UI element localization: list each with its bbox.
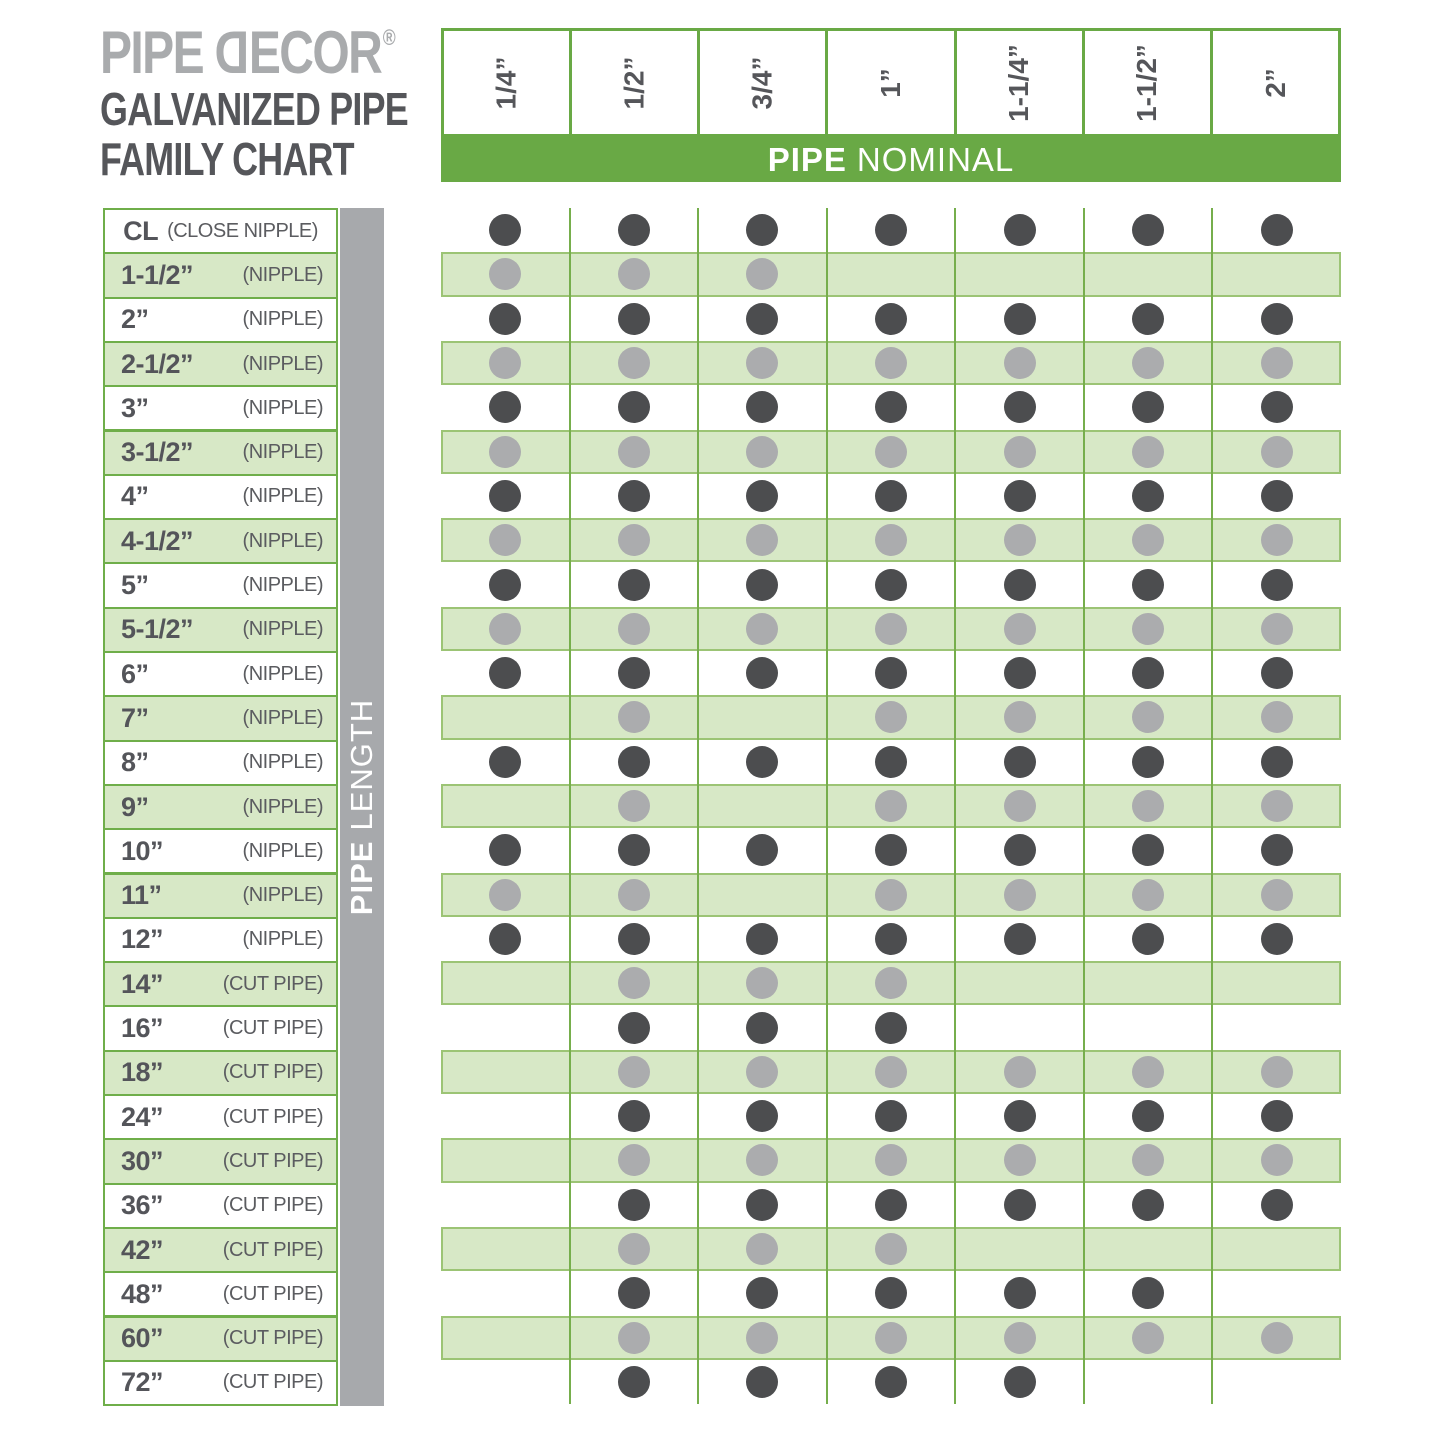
availability-dot (1004, 701, 1036, 733)
availability-dot (1004, 391, 1036, 423)
availability-dot (1004, 1056, 1036, 1088)
row-label-type: (CUT PIPE) (222, 1371, 323, 1394)
column-header-cell (697, 28, 828, 137)
row-label-size: 2-1/2” (121, 348, 194, 379)
availability-dot (489, 436, 521, 468)
availability-dot (875, 436, 907, 468)
row-label (103, 784, 338, 830)
availability-dot (618, 569, 650, 601)
column-header-label: 1/4” (490, 56, 522, 109)
availability-dot (1004, 480, 1036, 512)
row-label-size: 11” (121, 880, 162, 911)
row-label-size: 3” (121, 392, 149, 423)
availability-dot (746, 1189, 778, 1221)
row-label (103, 385, 338, 431)
availability-dot (746, 303, 778, 335)
availability-dot (618, 746, 650, 778)
availability-dot (875, 1233, 907, 1265)
pipe-length-bar (340, 208, 384, 1406)
availability-dot (1261, 303, 1293, 335)
availability-dot (489, 879, 521, 911)
availability-dot (875, 967, 907, 999)
availability-dot (875, 391, 907, 423)
availability-dot (618, 436, 650, 468)
availability-dot (746, 214, 778, 246)
availability-dot (618, 524, 650, 556)
logo-text-pipe: PIPE (100, 19, 203, 86)
availability-dot (1132, 834, 1164, 866)
registered-mark-icon: ® (382, 25, 396, 50)
row-label (103, 917, 338, 963)
row-label (103, 1360, 338, 1406)
row-label-size: 5-1/2” (121, 614, 194, 645)
availability-dot (746, 1366, 778, 1398)
column-header-label: 1/2” (618, 56, 650, 109)
availability-dot (489, 923, 521, 955)
row-label (103, 562, 338, 608)
row-label-size: 72” (121, 1367, 164, 1398)
column-divider-line (954, 208, 956, 1404)
availability-dot (618, 391, 650, 423)
row-label (103, 208, 338, 254)
row-label-size: 3-1/2” (121, 437, 194, 468)
row-label-size: 14” (121, 968, 164, 999)
availability-dot (489, 834, 521, 866)
availability-dot (1261, 480, 1293, 512)
availability-dot (1132, 391, 1164, 423)
availability-dot (875, 1012, 907, 1044)
row-label-size: 60” (121, 1323, 164, 1354)
row-label-type: (NIPPLE) (242, 441, 323, 464)
availability-dot (489, 569, 521, 601)
availability-dot (1004, 303, 1036, 335)
availability-dot (1261, 391, 1293, 423)
row-label (103, 607, 338, 653)
availability-dot (1132, 303, 1164, 335)
row-label-type: (CUT PIPE) (222, 1327, 323, 1350)
availability-dot (1004, 569, 1036, 601)
availability-dot (1132, 1056, 1164, 1088)
availability-dot (1132, 1277, 1164, 1309)
availability-dot (1132, 480, 1164, 512)
pipe-length-bar-label (344, 699, 380, 915)
availability-dot (618, 967, 650, 999)
logo-letter-d-mirrored: D (215, 19, 249, 86)
column-header-label: 1-1/4” (1003, 43, 1035, 122)
row-label (103, 518, 338, 564)
row-label-size: 8” (121, 747, 149, 778)
availability-dot (1261, 1100, 1293, 1132)
column-divider-line (826, 208, 828, 1404)
availability-dot (1004, 214, 1036, 246)
availability-dot (1004, 1322, 1036, 1354)
row-label-type: (CUT PIPE) (222, 1017, 323, 1040)
row-label (103, 297, 338, 343)
row-label-type: (NIPPLE) (242, 839, 323, 862)
availability-dot (489, 657, 521, 689)
column-divider-line (1083, 208, 1085, 1404)
green-row-band (441, 252, 1341, 296)
availability-dot (618, 923, 650, 955)
row-label-size: 6” (121, 658, 149, 689)
row-label-type: (NIPPLE) (242, 396, 323, 419)
row-label-type: (NIPPLE) (242, 662, 323, 685)
availability-dot (618, 1322, 650, 1354)
column-header-cell (569, 28, 700, 137)
availability-dot (875, 480, 907, 512)
pipe-nominal-band-rest: NOMINAL (856, 140, 1015, 178)
availability-dot (1261, 569, 1293, 601)
column-divider-line (1211, 208, 1213, 1404)
availability-dot (875, 613, 907, 645)
availability-dot (1261, 701, 1293, 733)
availability-dot (746, 923, 778, 955)
availability-dot (1132, 347, 1164, 379)
column-header-cell (825, 28, 956, 137)
availability-dot (1004, 1189, 1036, 1221)
row-label-size: 4-1/2” (121, 525, 194, 556)
row-label-size: 9” (121, 791, 149, 822)
row-label-type: (NIPPLE) (242, 618, 323, 641)
page-title-line1: GALVANIZED PIPE (100, 83, 408, 135)
availability-dot (618, 1233, 650, 1265)
availability-dot (1004, 613, 1036, 645)
availability-dot (1004, 790, 1036, 822)
availability-dot (618, 613, 650, 645)
row-label-size: 18” (121, 1057, 164, 1088)
row-label-size: 12” (121, 924, 164, 955)
availability-dot (1004, 923, 1036, 955)
column-header-cell (441, 28, 572, 137)
availability-dot (1004, 879, 1036, 911)
availability-dot (875, 347, 907, 379)
row-label-size: 1-1/2” (121, 259, 194, 290)
availability-dot (1004, 436, 1036, 468)
row-label (103, 740, 338, 786)
availability-dot (875, 1366, 907, 1398)
availability-dot (618, 347, 650, 379)
availability-dot (1261, 347, 1293, 379)
row-label (103, 430, 338, 476)
availability-dot (1261, 1189, 1293, 1221)
row-label (103, 1005, 338, 1051)
availability-dot (1261, 1056, 1293, 1088)
row-label (103, 341, 338, 387)
page-title-line2: FAMILY CHART (100, 133, 354, 185)
row-label (103, 873, 338, 919)
availability-dot (489, 391, 521, 423)
row-label (103, 1094, 338, 1140)
availability-dot (875, 790, 907, 822)
pipe-length-bold: PIPE (344, 840, 379, 916)
row-label-size: 42” (121, 1234, 164, 1265)
availability-dot (489, 613, 521, 645)
availability-dot (618, 1189, 650, 1221)
column-header-label: 1” (874, 67, 906, 98)
availability-dot (1261, 436, 1293, 468)
availability-dot (1261, 923, 1293, 955)
row-label-type: (CUT PIPE) (222, 1061, 323, 1084)
availability-dot (1261, 746, 1293, 778)
row-label-type: (CUT PIPE) (222, 1194, 323, 1217)
row-label-size: 30” (121, 1145, 164, 1176)
column-header-label: 3/4” (746, 56, 778, 109)
availability-dot (746, 436, 778, 468)
availability-dot (618, 1100, 650, 1132)
availability-dot (1004, 746, 1036, 778)
row-label-column (103, 208, 338, 1405)
availability-dot (875, 524, 907, 556)
row-label (103, 1271, 338, 1317)
column-header-cell (954, 28, 1085, 137)
availability-dot (875, 1277, 907, 1309)
row-label-type: (NIPPLE) (242, 263, 323, 286)
row-label-type: (NIPPLE) (242, 574, 323, 597)
availability-dot (1004, 1100, 1036, 1132)
row-label (103, 828, 338, 874)
availability-dot (1132, 1322, 1164, 1354)
availability-dot (1261, 834, 1293, 866)
availability-dot (489, 303, 521, 335)
availability-dot (875, 1189, 907, 1221)
availability-dot (746, 1012, 778, 1044)
availability-dot (746, 569, 778, 601)
availability-dot (618, 879, 650, 911)
availability-dot (1132, 569, 1164, 601)
availability-dot (1261, 1322, 1293, 1354)
availability-dot (875, 746, 907, 778)
availability-dot (618, 303, 650, 335)
availability-dot (1132, 746, 1164, 778)
availability-dot (618, 790, 650, 822)
row-label-size: 5” (121, 570, 149, 601)
availability-dot (1261, 1144, 1293, 1176)
row-label-type: (NIPPLE) (242, 795, 323, 818)
column-header-label: 2” (1259, 67, 1291, 98)
availability-dot (1004, 347, 1036, 379)
row-label-type: (CUT PIPE) (222, 1105, 323, 1128)
column-header-cell (1082, 28, 1213, 137)
availability-dot (1004, 1366, 1036, 1398)
availability-dot (1261, 879, 1293, 911)
availability-dot (618, 480, 650, 512)
availability-dot (1004, 1277, 1036, 1309)
column-header-row (441, 28, 1341, 137)
row-label-size: 7” (121, 702, 149, 733)
availability-dot (1132, 214, 1164, 246)
availability-dot (875, 303, 907, 335)
availability-dot (875, 879, 907, 911)
availability-dot (746, 1100, 778, 1132)
availability-dot (746, 480, 778, 512)
pipe-decor-logo (100, 18, 396, 87)
availability-dot (1132, 436, 1164, 468)
availability-dot (1261, 214, 1293, 246)
column-divider-line (569, 208, 571, 1404)
row-label (103, 1316, 338, 1362)
availability-dot (618, 834, 650, 866)
availability-dot (1004, 657, 1036, 689)
logo-text-ecor: ECOR (248, 19, 382, 86)
row-label-size: 10” (121, 835, 164, 866)
pipe-nominal-band (441, 137, 1341, 182)
row-label-size: 24” (121, 1101, 164, 1132)
row-label-size: 16” (121, 1013, 164, 1044)
row-label-type: (CUT PIPE) (222, 1238, 323, 1261)
availability-dot (618, 214, 650, 246)
row-label-type: (CUT PIPE) (222, 1149, 323, 1172)
column-header-label: 1-1/2” (1131, 43, 1163, 122)
row-label-type: (CUT PIPE) (222, 972, 323, 995)
row-label-type: (NIPPLE) (242, 928, 323, 951)
row-label-type: (NIPPLE) (242, 529, 323, 552)
availability-dot (1004, 834, 1036, 866)
availability-dot (875, 923, 907, 955)
availability-dot (875, 1100, 907, 1132)
page-title (100, 84, 408, 184)
availability-dot (1261, 524, 1293, 556)
row-label (103, 1138, 338, 1184)
availability-dot (1132, 923, 1164, 955)
availability-dot (875, 1056, 907, 1088)
row-label (103, 695, 338, 741)
row-label (103, 651, 338, 697)
availability-dot (875, 569, 907, 601)
availability-dot (1132, 613, 1164, 645)
row-label-size: 2” (121, 304, 149, 335)
column-divider-line (697, 208, 699, 1404)
row-label-type: (NIPPLE) (242, 485, 323, 508)
availability-dot (746, 391, 778, 423)
availability-dot (1261, 613, 1293, 645)
row-label (103, 1183, 338, 1229)
availability-dot (1132, 879, 1164, 911)
availability-dot (489, 746, 521, 778)
row-label-size: 36” (121, 1190, 164, 1221)
availability-dot (1132, 1189, 1164, 1221)
availability-dot (875, 1322, 907, 1354)
availability-dot (746, 746, 778, 778)
availability-dot (489, 480, 521, 512)
availability-dot (618, 657, 650, 689)
availability-dot (746, 834, 778, 866)
column-header-cell (1210, 28, 1341, 137)
row-label-type: (NIPPLE) (242, 706, 323, 729)
availability-dot (618, 1012, 650, 1044)
availability-dot (875, 834, 907, 866)
availability-dot (1261, 790, 1293, 822)
row-label (103, 1050, 338, 1096)
row-label-type: (NIPPLE) (242, 352, 323, 375)
availability-dot (618, 1366, 650, 1398)
availability-dot (618, 1277, 650, 1309)
row-label-type: (NIPPLE) (242, 751, 323, 774)
availability-dot (875, 214, 907, 246)
availability-dot-grid (441, 208, 1341, 1406)
row-label-size: 48” (121, 1278, 164, 1309)
row-label-size: CL (123, 215, 159, 246)
row-label-type: (CLOSE NIPPLE) (167, 219, 318, 242)
availability-dot (1132, 1100, 1164, 1132)
row-label-size: 4” (121, 481, 149, 512)
row-label (103, 252, 338, 298)
row-label (103, 474, 338, 520)
availability-dot (618, 1056, 650, 1088)
pipe-nominal-band-bold: PIPE (767, 140, 847, 178)
availability-dot (489, 214, 521, 246)
row-label-type: (CUT PIPE) (222, 1282, 323, 1305)
availability-dot (746, 1277, 778, 1309)
availability-dot (1132, 790, 1164, 822)
availability-dot (1004, 1144, 1036, 1176)
row-label-type: (NIPPLE) (242, 308, 323, 331)
availability-dot (1004, 524, 1036, 556)
availability-dot (1132, 657, 1164, 689)
pipe-length-rest: LENGTH (344, 698, 379, 831)
row-label (103, 961, 338, 1007)
row-label-type: (NIPPLE) (242, 884, 323, 907)
availability-dot (1261, 657, 1293, 689)
availability-dot (875, 657, 907, 689)
row-label (103, 1227, 338, 1273)
availability-dot (746, 657, 778, 689)
availability-dot (746, 1322, 778, 1354)
